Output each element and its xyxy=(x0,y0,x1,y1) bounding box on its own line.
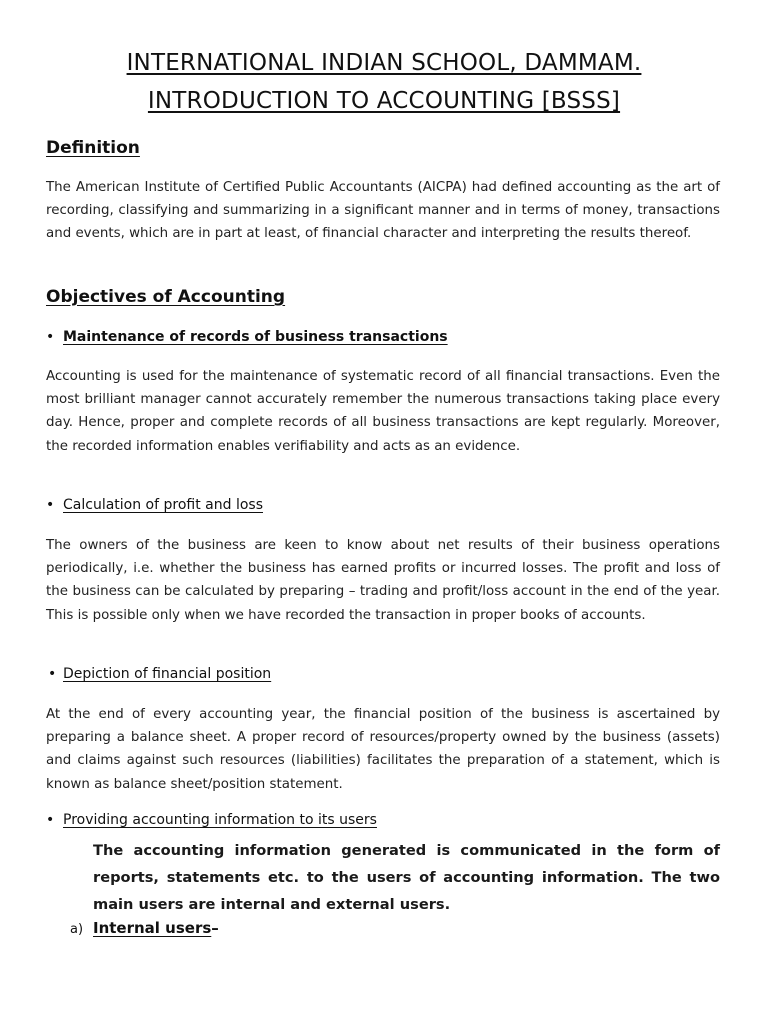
objective-text: At the end of every accounting year, the financial position of the business is ascertained by preparing a balance sheet. A proper record of resources/property owned by the business (assets) and claims against such resources (liabilities) facilitates the preparation of a statement, which is known as balance sheet/position statement. xyxy=(46,707,720,792)
bullet-icon: • xyxy=(46,497,55,513)
sub-item-label: Internal users xyxy=(93,919,212,937)
objective-label: Providing accounting information to its users xyxy=(63,812,377,828)
objective-item-users xyxy=(46,812,377,828)
objective-text: Accounting is used for the maintenance of systematic record of all financial transactions. Even the most brilliant manager cannot accurately remember the numerous transactions taking place every day. Hence, proper and complete records of all business transactions are kept regularly. Moreover, the recorded information enables verifiability and acts as an evidence. xyxy=(46,369,720,454)
objective-text: The accounting information generated is communicated in the form of reports, statements etc. to the users of accounting information. The two main users are internal and external users. xyxy=(93,842,720,913)
objective-item-profit-loss xyxy=(46,497,263,513)
objective-label: Maintenance of records of business transactions xyxy=(63,329,448,345)
objectives-heading: Objectives of Accounting xyxy=(46,287,286,307)
bullet-icon: • xyxy=(48,666,57,682)
sub-item-internal-users xyxy=(70,919,219,937)
document-title: INTRODUCTION TO ACCOUNTING [BSSS] xyxy=(147,88,621,114)
definition-text: The American Institute of Certified Public Accountants (AICPA) had defined accounting as the art of recording, classifying and summarizing in a significant manner and in terms of money, transactions and events, which are in part at least, of financial character and interpreting the results thereof. xyxy=(46,180,720,242)
objective-text: The owners of the business are keen to know about net results of their business operations periodically, i.e. whether the business has earned profits or incurred losses. The profit and loss of the business can be calculated by preparing – trading and profit/loss account in the end of the year. This is possible only when we have recorded the transaction in proper books of accounts. xyxy=(46,538,720,623)
bullet-icon: • xyxy=(46,329,55,345)
school-title: INTERNATIONAL INDIAN SCHOOL, DAMMAM. xyxy=(126,50,642,76)
objective-label: Calculation of profit and loss xyxy=(63,497,263,513)
objective-label: Depiction of financial position xyxy=(63,666,272,682)
sub-item-dash: – xyxy=(211,919,219,937)
definition-heading: Definition xyxy=(46,138,140,158)
sub-item-marker: a) xyxy=(70,922,84,937)
objective-item-records xyxy=(46,329,448,345)
bullet-icon: • xyxy=(46,812,55,828)
objective-item-financial-position xyxy=(48,666,271,682)
